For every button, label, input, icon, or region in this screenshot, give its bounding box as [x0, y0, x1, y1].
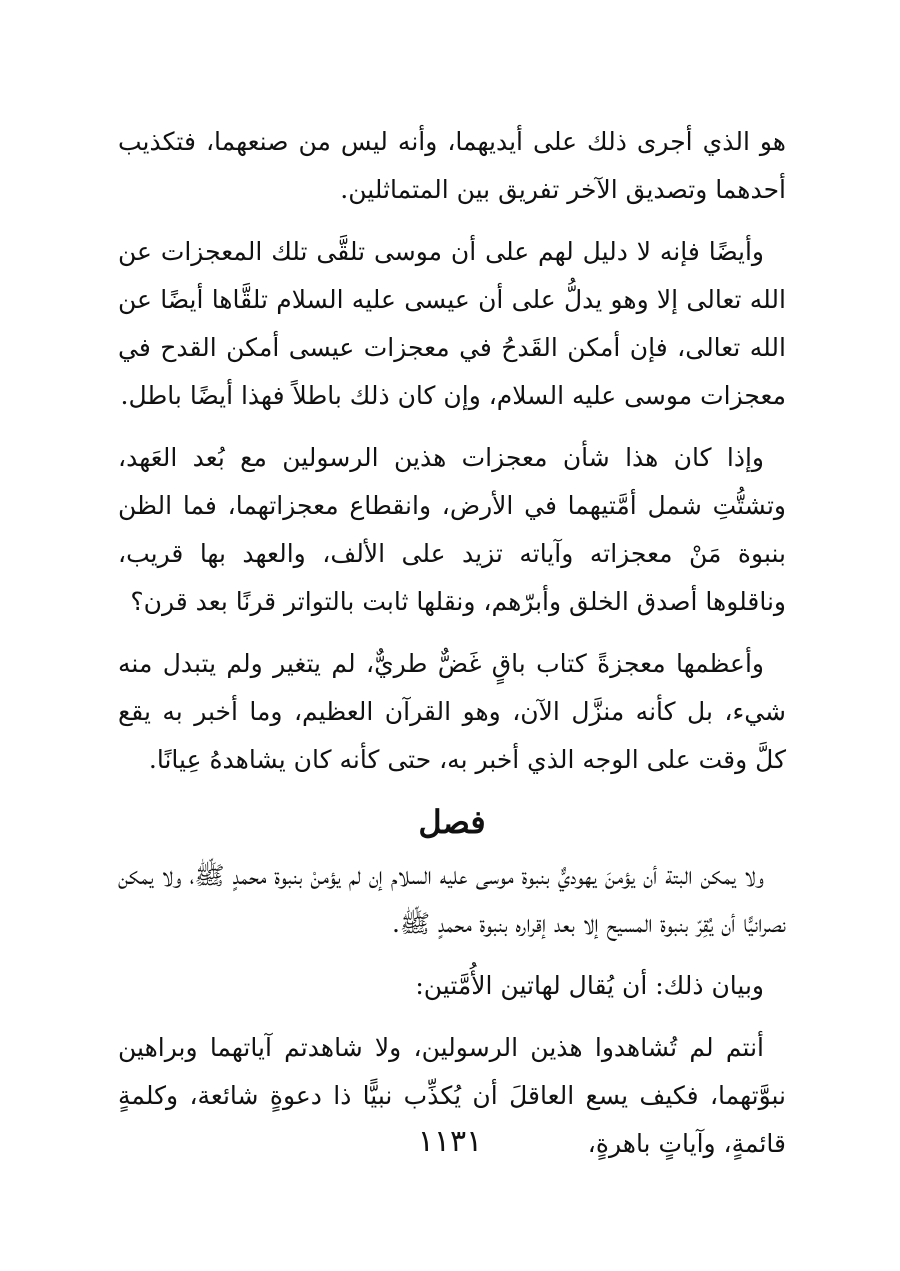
paragraph-1: هو الذي أجرى ذلك على أيديهما، وأنه ليس من صنعهما، فتكذيب أحدهما وتصديق الآخر تفريق بين المتماثلين.	[118, 127, 786, 204]
page-body	[118, 118, 786, 1198]
section-heading: فصل	[418, 803, 486, 841]
paragraph-3: وإذا كان هذا شأن معجزات هذين الرسولين مع بُعد العَهد، وتشتُّتِ شمل أمَّتيهما في الأرض، وانقطاع معجزاتهما، فما الظن بنبوة مَنْ معجزاته وآياته تزيد على الألف، والعهد بها قريب، وناقلوها أصدق الخلق وأبرّهم، ونقلها ثابت بالتواتر قرنًا بعد قرن؟	[118, 443, 786, 616]
paragraph-6: وبيان ذلك: أن يُقال لهاتين الأُمَّتين:	[415, 971, 764, 1000]
page-number: ١١٣١	[417, 1124, 483, 1159]
paragraph-7: أنتم لم تُشاهدوا هذين الرسولين، ولا شاهدتم آياتهما وبراهين نبوَّتهما، فكيف يسع العاقلَ أن يُكذِّب نبيًّا ذا دعوةٍ شائعة، وكلمةٍ قائمةٍ، وآياتٍ باهرةٍ،	[118, 1033, 786, 1158]
paragraph-5: ولا يمكن البتة أن يؤمنَ يهوديٌّ بنبوة موسى عليه السلام إن لم يؤمنْ بنبوة محمدٍ ﷺ، ولا يمكن نصرانيًّا أن يُقِرّ بنبوة المسيح إلا بعد إقراره بنبوة محمدٍ ﷺ.	[118, 861, 786, 938]
paragraph-2: وأيضًا فإنه لا دليل لهم على أن موسى تلقَّى تلك المعجزات عن الله تعالى إلا وهو يدلُّ على أن عيسى عليه السلام تلقَّاها أيضًا عن الله تعالى، فإن أمكن القَدحُ في معجزات عيسى أمكن القدح في معجزات موسى عليه السلام، وإن كان ذلك باطلاً فهذا أيضًا باطل.	[118, 237, 786, 410]
paragraph-4: وأعظمها معجزةً كتاب باقٍ غَضٌّ طريٌّ، لم يتغير ولم يتبدل منه شيء، بل كأنه منزَّل الآن، وهو القرآن العظيم، وما أخبر به يقع كلَّ وقت على الوجه الذي أخبر به، حتى كأنه كان يشاهدهُ عِيانًا.	[118, 649, 786, 774]
